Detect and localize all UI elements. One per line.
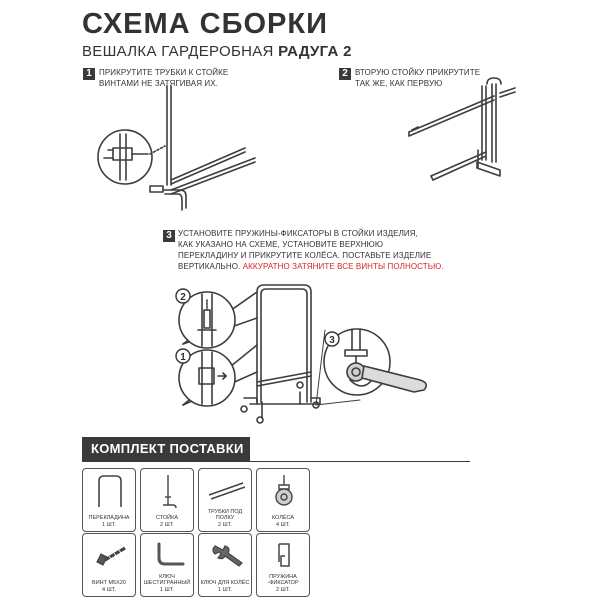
kit-item-name: СТОЙКА bbox=[155, 515, 178, 521]
kit-item-qty: 1 ШТ. bbox=[218, 586, 232, 593]
kit-item-tubes bbox=[198, 468, 252, 532]
callout-1-label: 1 bbox=[180, 352, 186, 363]
kit-item-screw bbox=[82, 533, 136, 597]
kit-item-hex-key bbox=[140, 533, 194, 597]
kit-item-name: КОЛЁСА bbox=[271, 515, 295, 521]
crossbar-icon bbox=[85, 471, 135, 511]
tubes-icon bbox=[201, 471, 251, 511]
callout-3-label: 3 bbox=[329, 335, 335, 346]
kit-item-qty: 2 ШТ. bbox=[276, 586, 290, 593]
screw-icon bbox=[85, 536, 135, 576]
kit-item-qty: 2 ШТ. bbox=[218, 521, 232, 528]
step-2-number: 2 bbox=[339, 68, 351, 80]
kit-item-qty: 4 ШТ. bbox=[276, 521, 290, 528]
kit-item-name: ПЕРЕКЛАДИНА bbox=[88, 515, 130, 521]
kit-item-qty: 1 ШТ. bbox=[102, 521, 116, 528]
step-1-line-1: ПРИКРУТИТЕ ТРУБКИ К СТОЙКЕ bbox=[99, 68, 229, 77]
step-3-line-4-plain: ВЕРТИКАЛЬНО. bbox=[178, 262, 241, 271]
kit-item-qty: 4 ШТ. bbox=[102, 586, 116, 593]
kit-item-qty: 2 ШТ. bbox=[160, 521, 174, 528]
kit-item-name: ТРУБКИ ПОД ПОЛКУ bbox=[207, 508, 243, 521]
step-3-number: 3 bbox=[163, 230, 175, 242]
step-2-line-1: ВТОРУЮ СТОЙКУ ПРИКРУТИТЕ bbox=[355, 68, 481, 77]
step-1-number: 1 bbox=[83, 68, 95, 80]
callout-2 bbox=[176, 289, 190, 303]
wrench-icon bbox=[201, 536, 251, 576]
kit-item-wheels bbox=[256, 468, 310, 532]
kit-item-name: КЛЮЧ ШЕСТИГРАННЫЙ bbox=[143, 573, 191, 586]
step-3-line-2: КАК УКАЗАНО НА СХЕМЕ, УСТАНОВИТЕ ВЕРХНЮЮ bbox=[178, 240, 384, 249]
kit-item-spring-clip bbox=[256, 533, 310, 597]
kit-item-stand bbox=[140, 468, 194, 532]
kit-item-wheel-wrench bbox=[198, 533, 252, 597]
page-title: СХЕМА СБОРКИ bbox=[82, 8, 328, 40]
subtitle-model: РАДУГА 2 bbox=[278, 43, 352, 60]
step-3-warning: АККУРАТНО ЗАТЯНИТЕ ВСЕ ВИНТЫ ПОЛНОСТЬЮ. bbox=[242, 262, 444, 271]
kit-title: КОМПЛЕКТ ПОСТАВКИ bbox=[82, 437, 250, 461]
step-1-line-2: ВИНТАМИ НЕ ЗАТЯГИВАЯ ИХ. bbox=[99, 79, 219, 88]
callout-1 bbox=[176, 349, 190, 363]
hex-key-icon bbox=[143, 536, 193, 576]
kit-item-name: КЛЮЧ ДЛЯ КОЛЁС bbox=[200, 580, 250, 586]
wheel-icon bbox=[259, 471, 309, 511]
step-3-line-1: УСТАНОВИТЕ ПРУЖИНЫ-ФИКСАТОРЫ В СТОЙКИ ИЗДЕЛИЯ, bbox=[178, 229, 418, 238]
callout-2-label: 2 bbox=[180, 292, 186, 303]
step-2-line-2: ТАК ЖЕ, КАК ПЕРВУЮ bbox=[355, 79, 443, 88]
kit-item-crossbar bbox=[82, 468, 136, 532]
kit-item-name: ПРУЖИНА -ФИКСАТОР bbox=[267, 573, 299, 586]
kit-item-name: ВИНТ М5Х20 bbox=[92, 580, 126, 586]
step-3-line-3: ПЕРЕКЛАДИНУ И ПРИКРУТИТЕ КОЛЁСА. ПОСТАВЬТЕ ИЗДЕЛИЕ bbox=[178, 251, 432, 260]
stand-icon bbox=[143, 471, 193, 511]
callout-3 bbox=[325, 332, 339, 346]
kit-item-qty: 1 ШТ. bbox=[160, 586, 174, 593]
subtitle-product: ВЕШАЛКА ГАРДЕРОБНАЯ bbox=[82, 43, 274, 60]
spring-clip-icon bbox=[259, 536, 309, 576]
kit-divider bbox=[82, 461, 470, 462]
